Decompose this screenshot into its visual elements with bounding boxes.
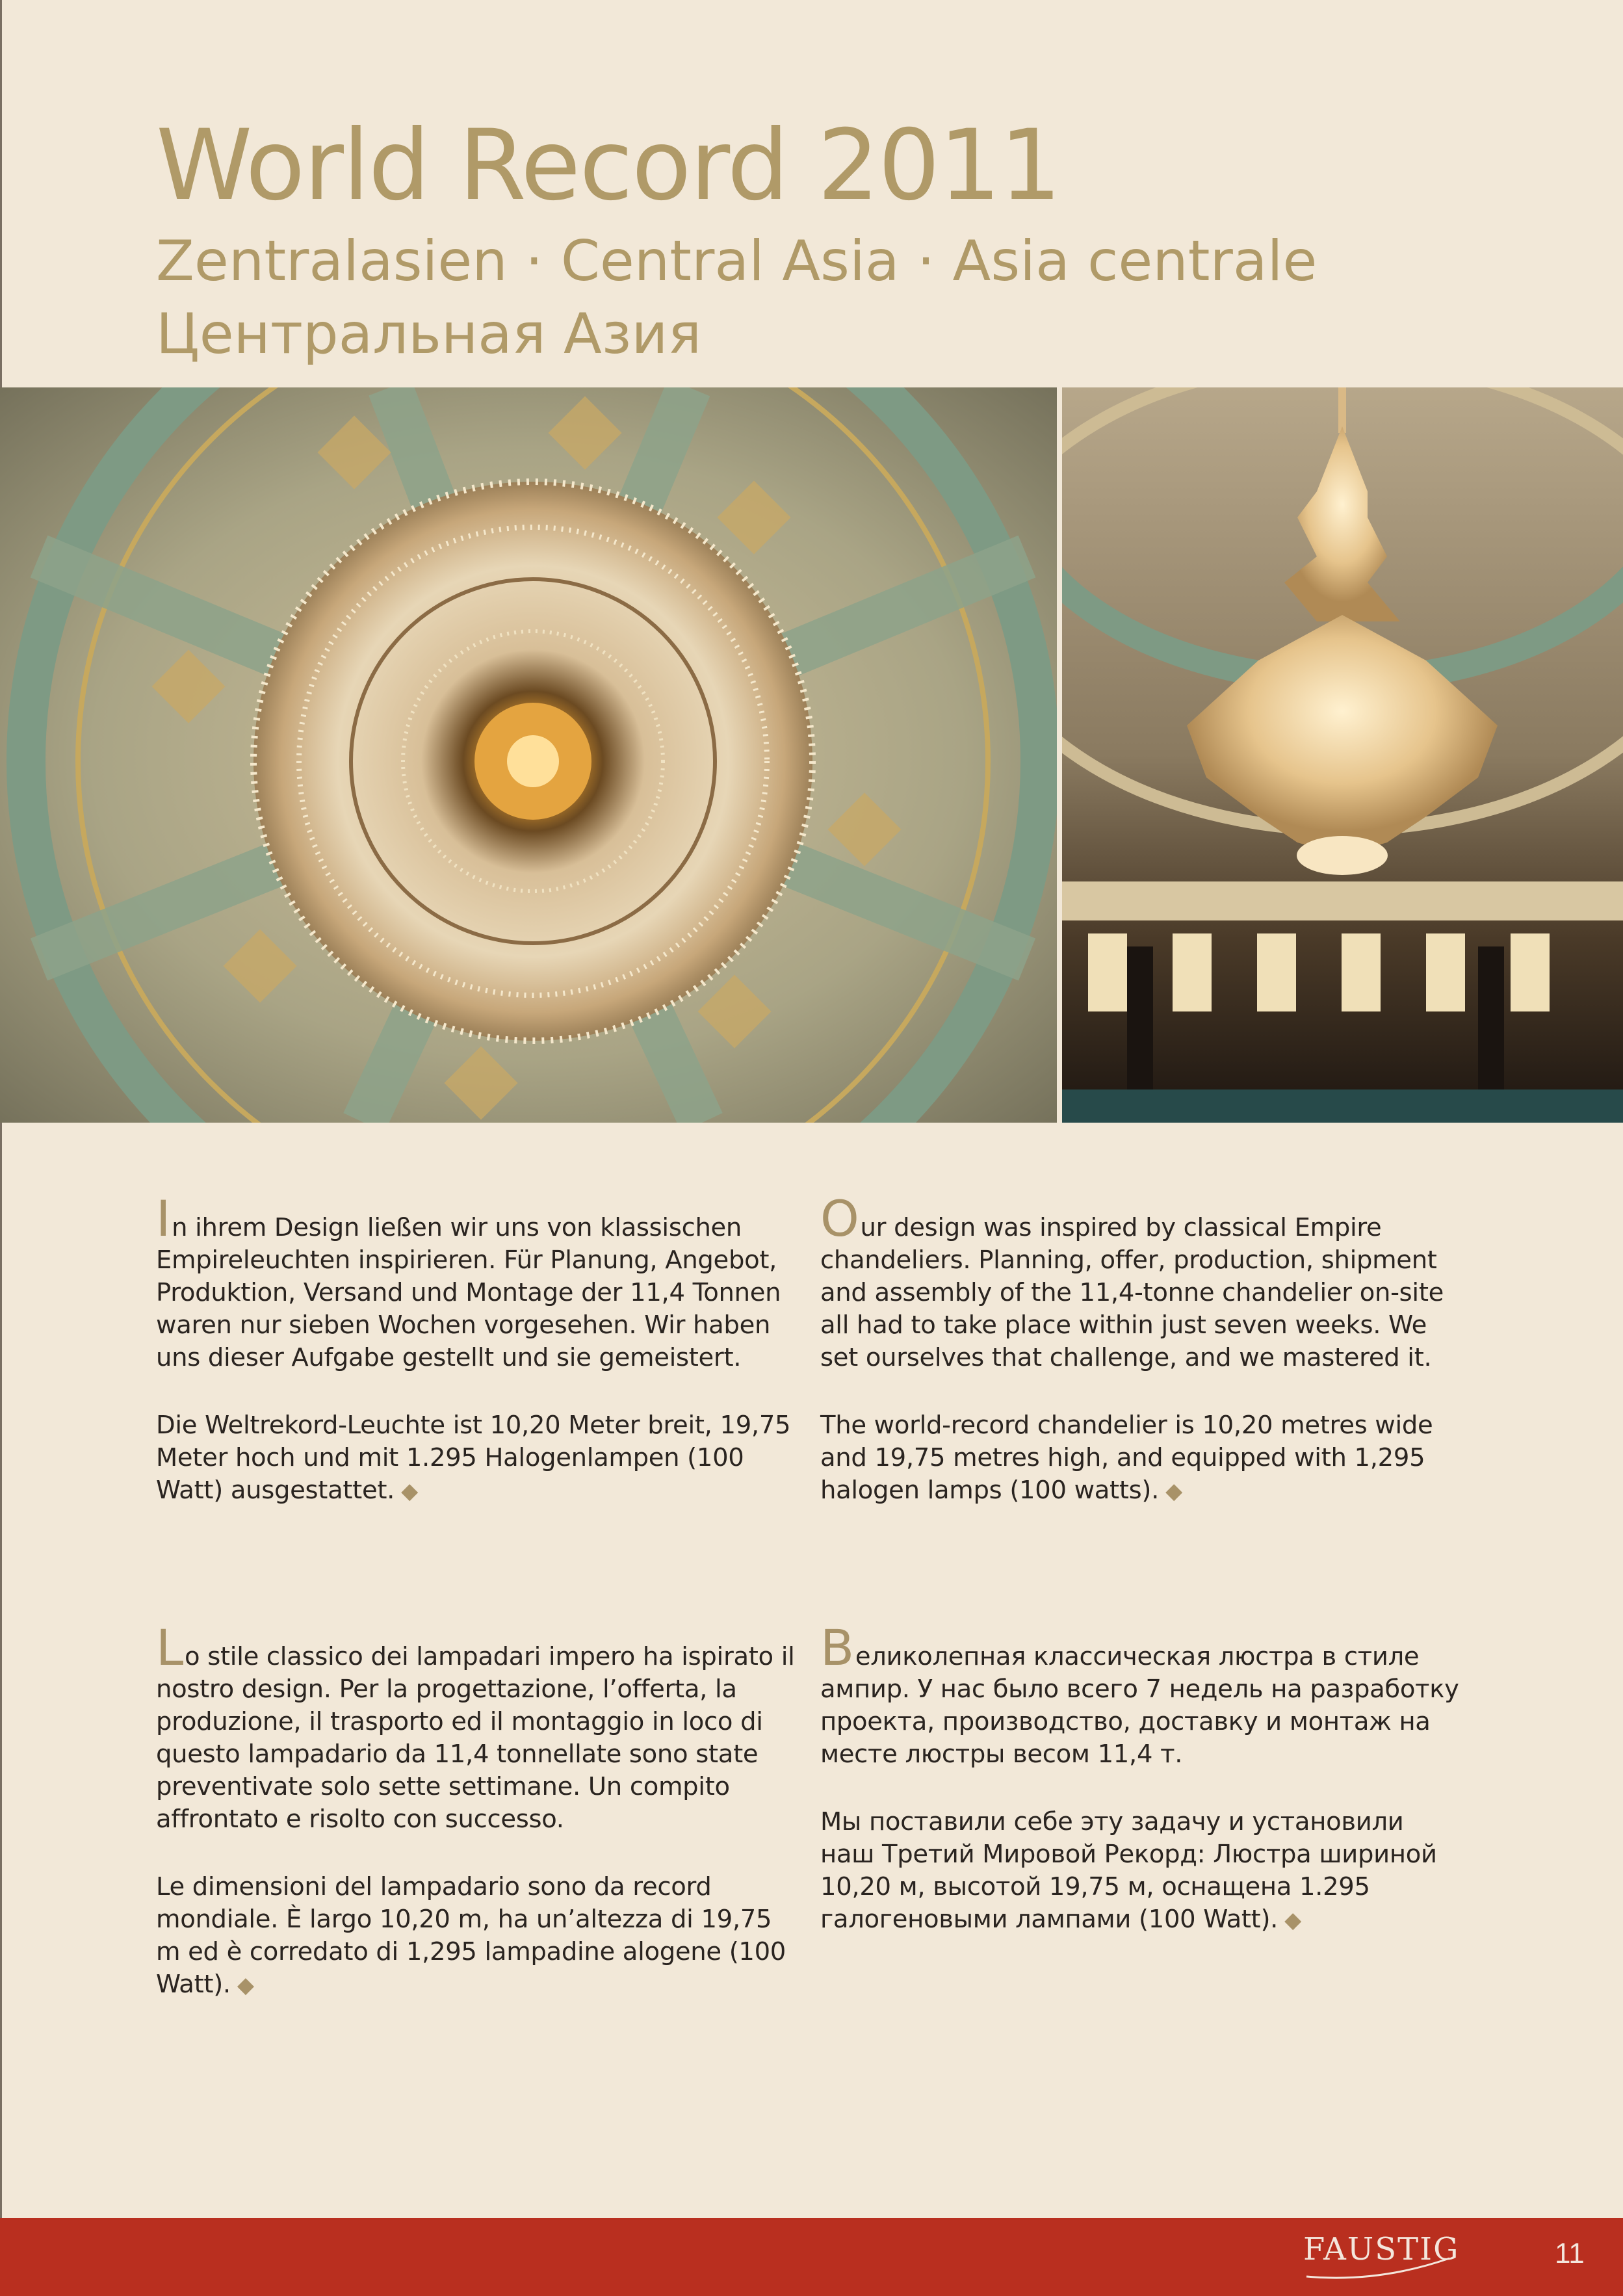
italian-paragraph-2: Le dimensioni del lampadario sono da record mondiale. È largo 10,20 m, ha un’altezza di 19,75 m ed è corredato di 1,295 lampadine alogene (100 Watt). ◆: [156, 1872, 786, 1999]
page-subtitle-russian: Центральная Азия: [156, 302, 702, 367]
brand-swoosh-icon: [1300, 2257, 1456, 2283]
end-mark-diamond-icon: ◆: [1165, 1478, 1182, 1504]
text-column-german: [156, 1190, 799, 1543]
chandelier-side-view-photo: [1062, 387, 1623, 1123]
english-paragraph-1: Our design was inspired by classical Empire chandeliers. Planning, offer, production, shipment and assembly of the 11,4-tonne chandelier on-site all had to take place within just seven weeks. We set ourselves that challenge, and we mastered it.: [820, 1190, 1444, 1372]
header: [156, 111, 1521, 371]
english-paragraph-2: The world-record chandelier is 10,20 metres wide and 19,75 metres high, and equipped with 1,295 halogen lamps (100 watts). ◆: [820, 1411, 1433, 1505]
chandelier-bottom-view-photo: [0, 387, 1057, 1123]
text-column-russian: [820, 1619, 1464, 1972]
page-title: World Record 2011: [156, 109, 1061, 222]
russian-paragraph-1: Великолепная классическая люстра в стиле ампир. У нас было всего 7 недель на разработку проекта, производство, доставку и монтаж на месте люстры весом 11,4 т.: [820, 1619, 1459, 1769]
russian-paragraph-2: Мы поставили себе эту задачу и установили наш Третий Мировой Рекорд: Люстра шириной 10,20 м, высотой 19,75 м, оснащена 1.295 галогеновыми лампами (100 Watt). ◆: [820, 1807, 1437, 1934]
german-paragraph-2: Die Weltrekord-Leuchte ist 10,20 Meter breit, 19,75 Meter hoch und mit 1.295 Halogenlampen (100 Watt) ausgestattet. ◆: [156, 1411, 791, 1505]
page-number: 11: [1555, 2237, 1585, 2269]
drop-cap: I: [156, 1190, 171, 1247]
brand-logo: FAUSTIG: [1303, 2231, 1460, 2267]
text-column-english: [820, 1190, 1464, 1543]
drop-cap: O: [820, 1190, 859, 1247]
german-paragraph-1: In ihrem Design ließen wir uns von klassischen Empireleuchten inspirieren. Für Planung, Angebot, Produktion, Versand und Montage der 11,4 Tonnen waren nur sieben Wochen vorgesehen. Wir haben uns dieser Aufgabe gestellt und sie gemeistert.: [156, 1190, 781, 1372]
end-mark-diamond-icon: ◆: [237, 1972, 254, 1998]
drop-cap: В: [820, 1619, 854, 1676]
end-mark-diamond-icon: ◆: [1284, 1907, 1301, 1933]
page-subtitle: Zentralasien · Central Asia · Asia centrale: [156, 229, 1318, 294]
end-mark-diamond-icon: ◆: [401, 1478, 418, 1504]
drop-cap: L: [156, 1619, 184, 1676]
footer-bar: [0, 2218, 1623, 2296]
italian-paragraph-1: Lo stile classico dei lampadari impero ha ispirato il nostro design. Per la progettazione, l’offerta, la produzione, il trasporto ed il montaggio in loco di questo lampadario da 11,4 tonnellate sono state preventivate solo sette settimane. Un compito affrontato e risolto con successo.: [156, 1619, 795, 1834]
text-column-italian: [156, 1619, 799, 2037]
